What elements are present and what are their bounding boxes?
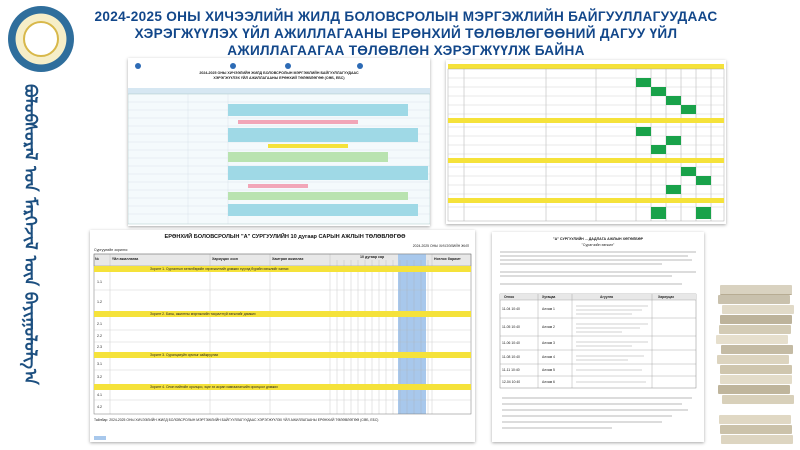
program-row-date: 11-04 10:40 — [502, 307, 520, 311]
col-responsible: Хариуцах эзэн — [212, 257, 238, 261]
row-label: 3.2 — [97, 375, 102, 379]
task-1-row: Зорилт 1. Сургалтын хөтөлбөрийн хэрэгжилтийг дэмжих хүүхэд бүрийн хөгжлийг хангах — [150, 267, 289, 271]
monthly-plan-footnote: Тайлбар: 2024-2025 ОНЫ ХИЧЭЭЛИЙН ЖИЛД БОЛОВСРОЛЫН МЭРГЭЖЛИЙН БАЙГУУЛЛАГУУДААС ХЭРЭГЖҮҮЛЭХ ҮЙЛ АЖИЛЛАГААНЫ ЕРӨНХИЙ ТӨЛӨВЛӨГӨӨ (СӨБ, ЕБС) — [94, 418, 379, 422]
monthly-plan-grid — [90, 230, 475, 442]
general-plan-heading: 2024-2025 ОНЫ ХИЧЭЭЛИЙН ЖИЛД БОЛОВСРОЛЫН МЭРГЭЖЛИЙН БАЙГУУЛЛАГУУДААС ХЭРЭГЖҮҮЛЭХ ҮЙЛ АЖИЛЛАГААНЫ ЕРӨНХИЙ ТӨЛӨВЛӨГӨӨ (СӨБ, ЕБС) — [199, 71, 359, 80]
row-label: 4.2 — [97, 405, 102, 409]
page-title: 2024-2025 ОНЫ ХИЧЭЭЛИЙН ЖИЛД БОЛОВСРОЛЫН МЭРГЭЖЛИЙН БАЙГУУЛЛАГУУДААС ХЭРЭГЖҮҮЛЭХ ҮЙЛ АЖИЛЛАГААНЫ ЕРӨНХИЙ ТӨЛӨВЛӨГӨӨНИЙ ДАГУУ ҮЙЛ АЖИЛЛАГААГАА ТӨЛӨВЛӨН ХЭРЭГЖҮҮЛЖ БАЙНА — [94, 9, 718, 58]
col-owner: Хариуцах — [658, 295, 675, 299]
practice-program-heading: "А" СУРГУУЛИЙН ... ДАДЛАГА АЖЛЫН ХӨТӨЛБӨР — [552, 237, 644, 241]
program-row-step: Алхам 4 — [542, 355, 555, 359]
col-number: № — [95, 257, 100, 261]
mongolian-script-vertical-text: ᠪᠣᠯᠣᠪᠰᠤᠷᠠᠯ ᠤᠨ ᠮᠡᠷᠭᠡᠵᠢᠯ ᠦᠨ ᠪᠠᠶᠢᠭᠤᠯᠤᠯᠭ᠎ᠠ — [20, 84, 40, 385]
practice-program-table — [492, 232, 704, 442]
books-stack-image — [716, 285, 796, 445]
general-plan-gantt — [128, 58, 430, 226]
row-label: 2.2 — [97, 334, 102, 338]
program-row-date: 11-08 10:40 — [502, 355, 520, 359]
row-label: 4.1 — [97, 393, 102, 397]
schedule-table-grid — [446, 60, 726, 224]
monthly-plan-document — [90, 230, 475, 442]
program-row-date: 11-11 10:40 — [502, 368, 520, 372]
program-row-step: Алхам 5 — [542, 368, 555, 372]
row-label: 1.1 — [97, 280, 102, 284]
col-partner: Хамтран ажиллах — [272, 257, 304, 261]
task-3-row: Зорилт 3. Суралцахуйн орчныг сайжруулах — [150, 353, 219, 357]
col-evidence: Нотлох баримт — [434, 257, 461, 261]
col-date: Огноо — [504, 295, 515, 299]
col-month: 10 дугаар сар — [360, 255, 385, 259]
row-label: 3.1 — [97, 362, 102, 366]
practice-program-document — [492, 232, 704, 442]
program-row-step: Алхам 2 — [542, 325, 555, 329]
monthly-plan-subtitle: Сургуулийн зорилго: — [94, 248, 129, 252]
row-label: 2.3 — [97, 345, 102, 349]
schedule-table-document — [446, 60, 726, 224]
program-row-date: 12-04 10:40 — [502, 380, 521, 384]
program-row-step: Алхам 6 — [542, 380, 555, 384]
program-row-step: Алхам 3 — [542, 341, 555, 345]
task-4-row: Зорилт 4. Олон нийтийн оролцоо, эцэг эх асран хамгаалагчийн оролцоог дэмжих — [150, 385, 278, 389]
col-duration: Хугацаа — [542, 295, 556, 299]
monthly-plan-meta: 2024-2025 ОНЫ ХИЧЭЭЛИЙН ЖИЛ — [412, 244, 469, 248]
program-row-step: Алхам 1 — [542, 307, 555, 311]
practice-program-subtitle: "Сурагчийн хөгжил" — [581, 243, 615, 247]
monthly-plan-heading: ЕРӨНХИЙ БОЛОВСРОЛЫН "А" СУРГУУЛИЙН 10 дугаар САРЫН АЖЛЫН ТӨЛӨВЛӨГӨӨ — [164, 234, 406, 240]
row-label: 2.1 — [97, 322, 102, 326]
school-logo — [8, 6, 74, 72]
col-content: Агуулга — [600, 295, 614, 299]
row-label: 1.2 — [97, 300, 102, 304]
program-row-date: 11-05 10:40 — [502, 325, 520, 329]
task-2-row: Зорилт 2. Багш, ажилтны мэргэжлийн тасралтгүй хөгжлийг дэмжих — [150, 312, 256, 316]
col-activity: Үйл ажиллагаа — [112, 257, 139, 261]
program-row-date: 11-06 10:40 — [502, 341, 520, 345]
logo-emblem-icon — [23, 21, 59, 57]
general-plan-document — [128, 58, 430, 226]
